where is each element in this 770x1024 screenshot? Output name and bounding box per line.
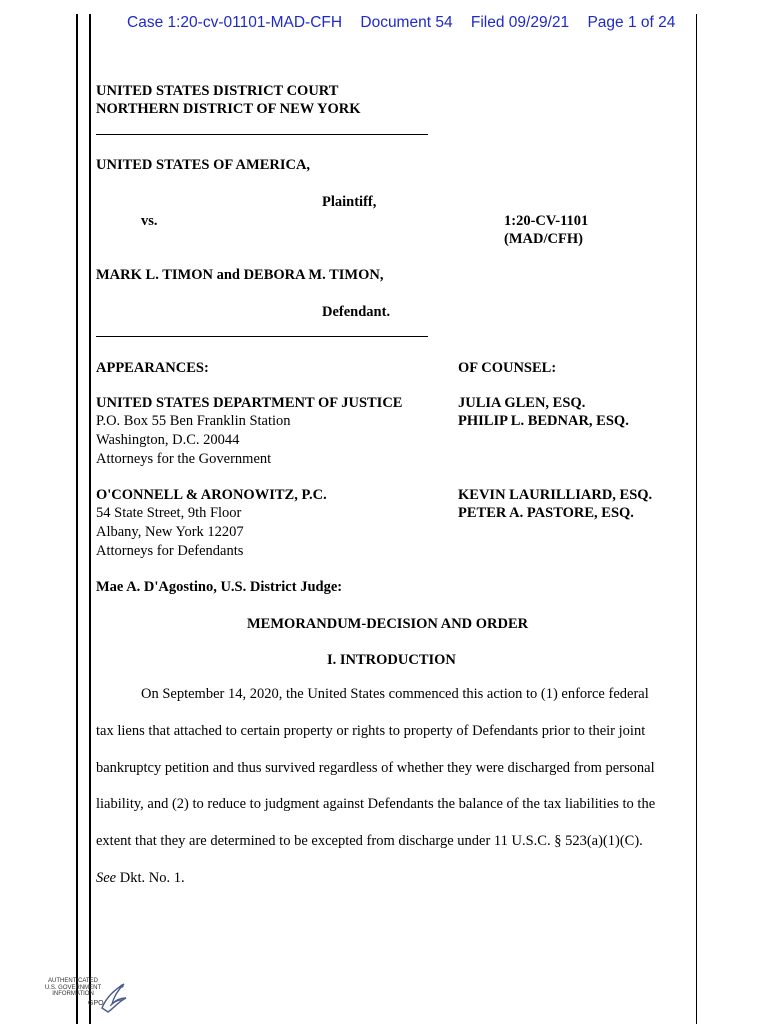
document-number: Document 54 xyxy=(360,14,453,31)
versus: vs. xyxy=(141,213,158,229)
party-address: P.O. Box 55 Ben Franklin Station xyxy=(96,413,291,429)
section-heading: I. INTRODUCTION xyxy=(327,652,456,668)
court-name-line2: NORTHERN DISTRICT OF NEW YORK xyxy=(96,101,361,117)
judge-line: Mae A. D'Agostino, U.S. District Judge: xyxy=(96,579,343,595)
see-signal: See xyxy=(96,870,117,886)
body-line: liability, and (2) to reduce to judgment against Defendants the balance of the tax liabilities to the xyxy=(96,796,656,812)
margin-line-left-outer xyxy=(76,14,78,1024)
party-role: Attorneys for Defendants xyxy=(96,543,244,559)
gpo-text-line: U.S. GOVERNMENT xyxy=(44,984,102,991)
party-address: Washington, D.C. 20044 xyxy=(96,432,240,448)
party-name: UNITED STATES DEPARTMENT OF JUSTICE xyxy=(96,395,403,411)
case-number: Case 1:20-cv-01101-MAD-CFH xyxy=(127,14,343,31)
document-title: MEMORANDUM-DECISION AND ORDER xyxy=(247,616,529,632)
of-counsel-heading: OF COUNSEL: xyxy=(458,360,557,376)
counsel-name: PETER A. PASTORE, ESQ. xyxy=(458,505,634,521)
defendant-role: Defendant. xyxy=(322,304,391,320)
body-line: tax liens that attached to certain property or rights to property of Defendants prior to their joint xyxy=(96,723,646,739)
defendant-names: MARK L. TIMON and DEBORA M. TIMON, xyxy=(96,267,384,283)
appearances-heading: APPEARANCES: xyxy=(96,360,209,376)
eagle-icon xyxy=(44,976,130,1016)
case-number-caption: 1:20-CV-1101 xyxy=(504,213,589,229)
plaintiff-role: Plaintiff, xyxy=(322,194,377,210)
caption-rule-bottom xyxy=(96,336,428,337)
filed-date: Filed 09/29/21 xyxy=(470,14,570,31)
plaintiff-name: UNITED STATES OF AMERICA, xyxy=(96,157,311,173)
page-number: Page 1 of 24 xyxy=(587,14,676,31)
gpo-text-line: AUTHENTICATED xyxy=(48,978,98,984)
party-name: O'CONNELL & ARONOWITZ, P.C. xyxy=(96,487,327,503)
gpo-text-line: INFORMATION xyxy=(52,991,94,997)
party-role: Attorneys for the Government xyxy=(96,451,272,467)
court-name-line1: UNITED STATES DISTRICT COURT xyxy=(96,83,339,99)
party-address: Albany, New York 12207 xyxy=(96,524,244,540)
case-judges-caption: (MAD/CFH) xyxy=(504,231,583,247)
body-line: On September 14, 2020, the United States commenced this action to (1) enforce federal xyxy=(141,686,649,702)
margin-line-right xyxy=(696,14,697,1024)
counsel-name: KEVIN LAURILLIARD, ESQ. xyxy=(458,487,653,503)
gpo-authentication-seal xyxy=(44,976,130,1016)
counsel-name: PHILIP L. BEDNAR, ESQ. xyxy=(458,413,629,429)
gpo-label: GPO xyxy=(88,1000,104,1007)
ecf-header-stamp xyxy=(127,14,689,32)
body-line: extent that they are determined to be excepted from discharge under 11 U.S.C. § 523(a)(1)(C). xyxy=(96,833,643,849)
margin-line-left-inner xyxy=(89,14,91,1024)
body-line: bankruptcy petition and thus survived regardless of whether they were discharged from personal xyxy=(96,760,655,776)
docket-citation: Dkt. No. 1. xyxy=(116,870,185,886)
party-address: 54 State Street, 9th Floor xyxy=(96,505,242,521)
counsel-name: JULIA GLEN, ESQ. xyxy=(458,395,586,411)
caption-rule-top xyxy=(96,134,428,135)
body-citation-line xyxy=(96,870,185,887)
